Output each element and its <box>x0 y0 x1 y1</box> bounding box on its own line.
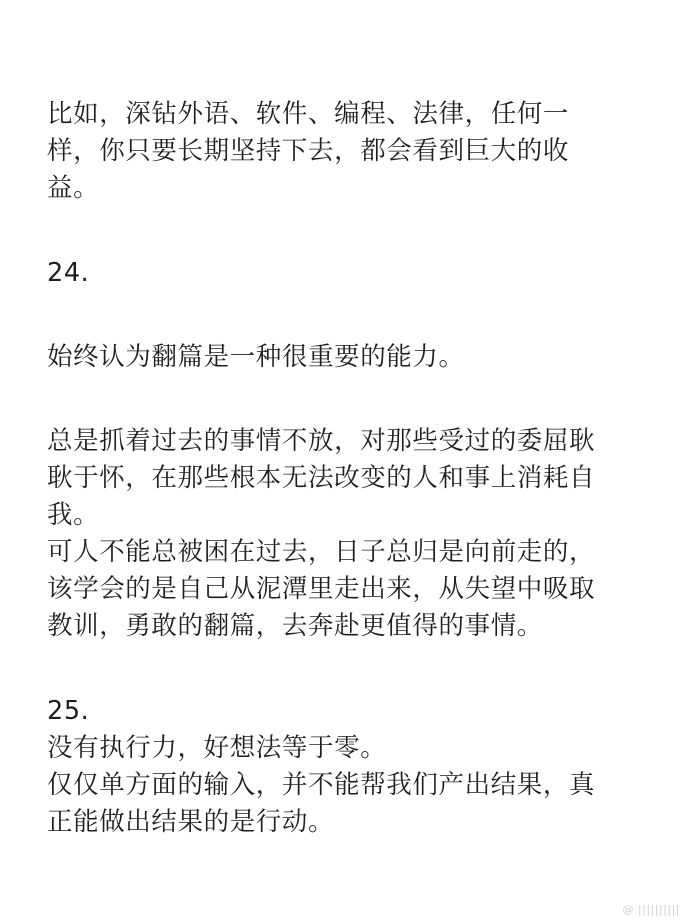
text-line: 益。 <box>47 173 100 203</box>
text-line: 正能做出结果的是行动。 <box>47 807 335 837</box>
item-number-25: 25. <box>47 696 90 726</box>
text-line: 样，你只要长期坚持下去，都会看到巨大的收 <box>47 136 570 166</box>
item-24-heading: 始终认为翻篇是一种很重要的能力。 <box>47 342 465 372</box>
paragraph-intro <box>47 96 647 207</box>
paragraph-24-a <box>47 423 647 534</box>
document-body <box>47 96 647 841</box>
paragraph-25 <box>47 730 647 841</box>
watermark: @ |||||||||| <box>622 903 680 916</box>
text-line: 总是抓着过去的事情不放，对那些受过的委屈耿 <box>47 426 596 456</box>
text-line: 可人不能总被困在过去，日子总归是向前走的， <box>47 537 596 567</box>
paragraph-24-b <box>47 534 647 645</box>
text-line: 仅仅单方面的输入，并不能帮我们产出结果，真 <box>47 770 596 800</box>
text-line: 该学会的是自己从泥潭里走出来，从失望中吸取 <box>47 574 596 604</box>
text-line: 我。 <box>47 500 100 530</box>
text-line: 比如，深钻外语、软件、编程、法律，任何一 <box>47 99 570 129</box>
item-number-24: 24. <box>47 258 90 288</box>
text-line: 耿于怀，在那些根本无法改变的人和事上消耗自 <box>47 463 596 493</box>
text-line: 没有执行力，好想法等于零。 <box>47 733 387 763</box>
text-line: 教训，勇敢的翻篇，去奔赴更值得的事情。 <box>47 611 543 641</box>
